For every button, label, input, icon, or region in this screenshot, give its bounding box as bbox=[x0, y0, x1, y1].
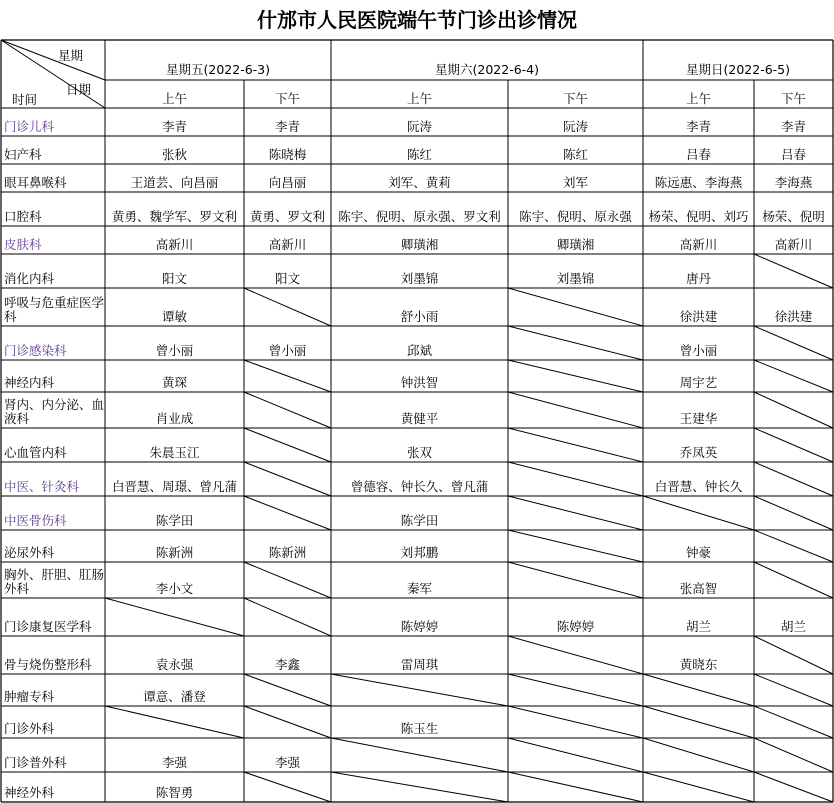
empty-cell-slash bbox=[508, 360, 643, 392]
doctor-cell: 阳文 bbox=[161, 271, 187, 286]
empty-cell-slash bbox=[508, 288, 643, 326]
doctor-cell: 李鑫 bbox=[274, 657, 300, 672]
empty-cell-slash bbox=[244, 392, 331, 428]
doctor-cell: 卿璜湘 bbox=[400, 237, 439, 252]
empty-cell-slash bbox=[754, 674, 833, 706]
doctor-cell: 黄勇、魏学军、罗文利 bbox=[111, 209, 237, 224]
empty-cell-slash bbox=[244, 598, 331, 636]
doctor-cell: 阳文 bbox=[274, 271, 300, 286]
empty-cell-slash bbox=[754, 462, 833, 496]
department-label: 呼吸与危重症医学科 bbox=[4, 295, 105, 324]
doctor-cell: 陈红 bbox=[406, 147, 432, 162]
empty-cell-slash bbox=[754, 738, 833, 772]
doctor-cell: 曾小丽 bbox=[155, 343, 194, 358]
day-header: 星期日(2022-6-5) bbox=[686, 62, 790, 77]
empty-cell-slash bbox=[508, 772, 643, 802]
department-label: 中医骨伤科 bbox=[4, 513, 67, 528]
empty-cell-slash bbox=[105, 598, 244, 636]
empty-cell-slash bbox=[643, 674, 754, 706]
department-label: 神经内科 bbox=[4, 375, 55, 390]
doctor-cell: 陈远惠、李海燕 bbox=[654, 175, 743, 190]
department-label: 心血管内科 bbox=[4, 445, 67, 460]
half-day-header-pm: 下午 bbox=[780, 91, 806, 106]
doctor-cell: 张高智 bbox=[679, 581, 718, 596]
half-day-header-pm: 下午 bbox=[274, 91, 300, 106]
department-label: 中医、针灸科 bbox=[4, 479, 80, 494]
department-label: 门诊普外科 bbox=[4, 755, 67, 770]
doctor-cell: 刘邦鹏 bbox=[400, 545, 439, 560]
doctor-cell: 张秋 bbox=[161, 147, 187, 162]
doctor-cell: 黄健平 bbox=[400, 411, 439, 426]
doctor-cell: 胡兰 bbox=[685, 619, 711, 634]
doctor-cell: 黄勇、罗文利 bbox=[249, 209, 325, 224]
doctor-cell: 陈新洲 bbox=[155, 545, 194, 560]
department-label: 眼耳鼻喉科 bbox=[4, 175, 67, 190]
empty-cell-slash bbox=[508, 738, 643, 772]
doctor-cell: 杨荣、倪明、刘巧 bbox=[648, 209, 749, 224]
empty-cell-slash bbox=[244, 706, 331, 738]
empty-cell-slash bbox=[244, 674, 331, 706]
empty-cell-slash bbox=[754, 360, 833, 392]
empty-cell-slash bbox=[244, 428, 331, 462]
empty-cell-slash bbox=[331, 772, 508, 802]
doctor-cell: 袁永强 bbox=[155, 657, 194, 672]
doctor-cell: 刘军 bbox=[562, 175, 588, 190]
half-day-header-am: 上午 bbox=[406, 91, 432, 106]
department-label: 消化内科 bbox=[4, 271, 55, 286]
department-label: 骨与烧伤整形科 bbox=[4, 657, 92, 672]
doctor-cell: 肖业成 bbox=[155, 411, 194, 426]
doctor-cell: 刘墨锦 bbox=[556, 271, 595, 286]
doctor-cell: 谭敏 bbox=[161, 309, 187, 324]
doctor-cell: 李青 bbox=[780, 119, 806, 134]
doctor-cell: 高新川 bbox=[679, 237, 718, 252]
doctor-cell: 陈红 bbox=[562, 147, 588, 162]
doctor-cell: 唐丹 bbox=[685, 271, 711, 286]
doctor-cell: 刘军、黄莉 bbox=[388, 175, 451, 190]
empty-cell-slash bbox=[754, 772, 833, 802]
doctor-cell: 徐洪建 bbox=[774, 309, 813, 324]
empty-cell-slash bbox=[508, 562, 643, 598]
doctor-cell: 王道芸、向昌丽 bbox=[130, 175, 219, 190]
doctor-cell: 李青 bbox=[274, 119, 300, 134]
doctor-cell: 雷周琪 bbox=[400, 657, 439, 672]
empty-cell-slash bbox=[508, 428, 643, 462]
day-header: 星期五(2022-6-3) bbox=[166, 62, 270, 77]
doctor-cell: 陈学田 bbox=[400, 513, 439, 528]
empty-cell-slash bbox=[244, 462, 331, 496]
empty-cell-slash bbox=[643, 496, 754, 530]
doctor-cell: 高新川 bbox=[155, 237, 194, 252]
empty-cell-slash bbox=[508, 326, 643, 360]
department-label: 肾内、内分泌、血液科 bbox=[4, 397, 105, 426]
doctor-cell: 舒小雨 bbox=[400, 309, 439, 324]
doctor-cell: 谭意、潘登 bbox=[143, 689, 206, 704]
department-label: 肿瘤专科 bbox=[4, 689, 55, 704]
empty-cell-slash bbox=[754, 636, 833, 674]
department-label: 门诊康复医学科 bbox=[4, 619, 92, 634]
day-header: 星期六(2022-6-4) bbox=[435, 62, 539, 77]
doctor-cell: 陈宇、倪明、原永强 bbox=[519, 209, 632, 224]
empty-cell-slash bbox=[643, 772, 754, 802]
doctor-cell: 陈玉生 bbox=[400, 721, 439, 736]
doctor-cell: 秦军 bbox=[406, 581, 432, 596]
empty-cell-slash bbox=[508, 636, 643, 674]
half-day-header-pm: 下午 bbox=[562, 91, 588, 106]
corner-week-label: 星期 bbox=[58, 48, 84, 63]
empty-cell-slash bbox=[244, 562, 331, 598]
empty-cell-slash bbox=[244, 772, 331, 802]
empty-cell-slash bbox=[754, 428, 833, 462]
doctor-cell: 钟洪智 bbox=[400, 375, 439, 390]
doctor-cell: 白晋慧、钟长久 bbox=[654, 479, 743, 494]
empty-cell-slash bbox=[643, 706, 754, 738]
empty-cell-slash bbox=[754, 562, 833, 598]
department-label: 口腔科 bbox=[4, 209, 42, 224]
empty-cell-slash bbox=[754, 392, 833, 428]
empty-cell-slash bbox=[754, 496, 833, 530]
half-day-header-am: 上午 bbox=[161, 91, 187, 106]
doctor-cell: 陈婷婷 bbox=[556, 619, 595, 634]
empty-cell-slash bbox=[331, 674, 508, 706]
empty-cell-slash bbox=[508, 674, 643, 706]
doctor-cell: 高新川 bbox=[268, 237, 307, 252]
empty-cell-slash bbox=[643, 738, 754, 772]
doctor-cell: 白晋慧、周璟、曾凡蒲 bbox=[111, 479, 237, 494]
doctor-cell: 胡兰 bbox=[780, 619, 806, 634]
department-label: 神经外科 bbox=[4, 785, 55, 800]
doctor-cell: 高新川 bbox=[774, 237, 813, 252]
doctor-cell: 黄琛 bbox=[161, 375, 187, 390]
department-label: 门诊感染科 bbox=[4, 343, 67, 358]
doctor-cell: 李强 bbox=[274, 755, 300, 770]
doctor-cell: 陈晓梅 bbox=[268, 147, 307, 162]
empty-cell-slash bbox=[244, 496, 331, 530]
empty-cell-slash bbox=[508, 530, 643, 562]
doctor-cell: 吕春 bbox=[685, 147, 711, 162]
empty-cell-slash bbox=[508, 392, 643, 428]
doctor-cell: 李青 bbox=[685, 119, 711, 134]
doctor-cell: 陈宇、倪明、原永强、罗文利 bbox=[338, 209, 501, 224]
doctor-cell: 陈智勇 bbox=[155, 785, 194, 800]
empty-cell-slash bbox=[508, 462, 643, 496]
doctor-cell: 杨荣、倪明 bbox=[762, 209, 825, 224]
doctor-cell: 张双 bbox=[406, 445, 432, 460]
empty-cell-slash bbox=[754, 706, 833, 738]
doctor-cell: 吕春 bbox=[780, 147, 806, 162]
corner-date-label: 日期 bbox=[66, 82, 92, 97]
doctor-cell: 乔凤英 bbox=[679, 445, 718, 460]
doctor-cell: 朱晨玉江 bbox=[149, 445, 200, 460]
doctor-cell: 阮涛 bbox=[406, 119, 432, 134]
department-label: 胸外、肝胆、肛肠外科 bbox=[4, 567, 105, 596]
doctor-cell: 陈学田 bbox=[155, 513, 194, 528]
department-label: 妇产科 bbox=[4, 147, 42, 162]
department-label: 泌尿外科 bbox=[4, 545, 55, 560]
empty-cell-slash bbox=[754, 530, 833, 562]
department-label: 门诊儿科 bbox=[4, 119, 55, 134]
doctor-cell: 徐洪建 bbox=[679, 309, 718, 324]
half-day-header-am: 上午 bbox=[685, 91, 711, 106]
empty-cell-slash bbox=[508, 706, 643, 738]
doctor-cell: 李海燕 bbox=[774, 175, 813, 190]
empty-cell-slash bbox=[105, 706, 244, 738]
doctor-cell: 邱斌 bbox=[406, 343, 432, 358]
empty-cell-slash bbox=[754, 326, 833, 360]
doctor-cell: 曾小丽 bbox=[679, 343, 718, 358]
doctor-cell: 刘墨锦 bbox=[400, 271, 439, 286]
doctor-cell: 曾小丽 bbox=[268, 343, 307, 358]
doctor-cell: 周宇艺 bbox=[679, 375, 718, 390]
empty-cell-slash bbox=[754, 254, 833, 288]
empty-cell-slash bbox=[244, 288, 331, 326]
page-title: 什邡市人民医院端午节门诊出诊情况 bbox=[257, 8, 577, 32]
doctor-cell: 李青 bbox=[161, 119, 187, 134]
doctor-cell: 阮涛 bbox=[562, 119, 588, 134]
doctor-cell: 曾德容、钟长久、曾凡蒲 bbox=[350, 479, 489, 494]
doctor-cell: 李强 bbox=[161, 755, 187, 770]
doctor-cell: 向昌丽 bbox=[268, 175, 307, 190]
doctor-cell: 钟豪 bbox=[685, 545, 711, 560]
corner-time-label: 时间 bbox=[12, 92, 38, 107]
doctor-cell: 陈新洲 bbox=[268, 545, 307, 560]
department-label: 皮肤科 bbox=[4, 237, 42, 252]
empty-cell-slash bbox=[508, 496, 643, 530]
doctor-cell: 陈婷婷 bbox=[400, 619, 439, 634]
doctor-cell: 卿璜湘 bbox=[556, 237, 595, 252]
empty-cell-slash bbox=[244, 360, 331, 392]
doctor-cell: 王建华 bbox=[679, 411, 718, 426]
doctor-cell: 黄晓东 bbox=[679, 657, 718, 672]
department-label: 门诊外科 bbox=[4, 721, 55, 736]
doctor-cell: 李小文 bbox=[155, 581, 194, 596]
empty-cell-slash bbox=[331, 738, 508, 772]
